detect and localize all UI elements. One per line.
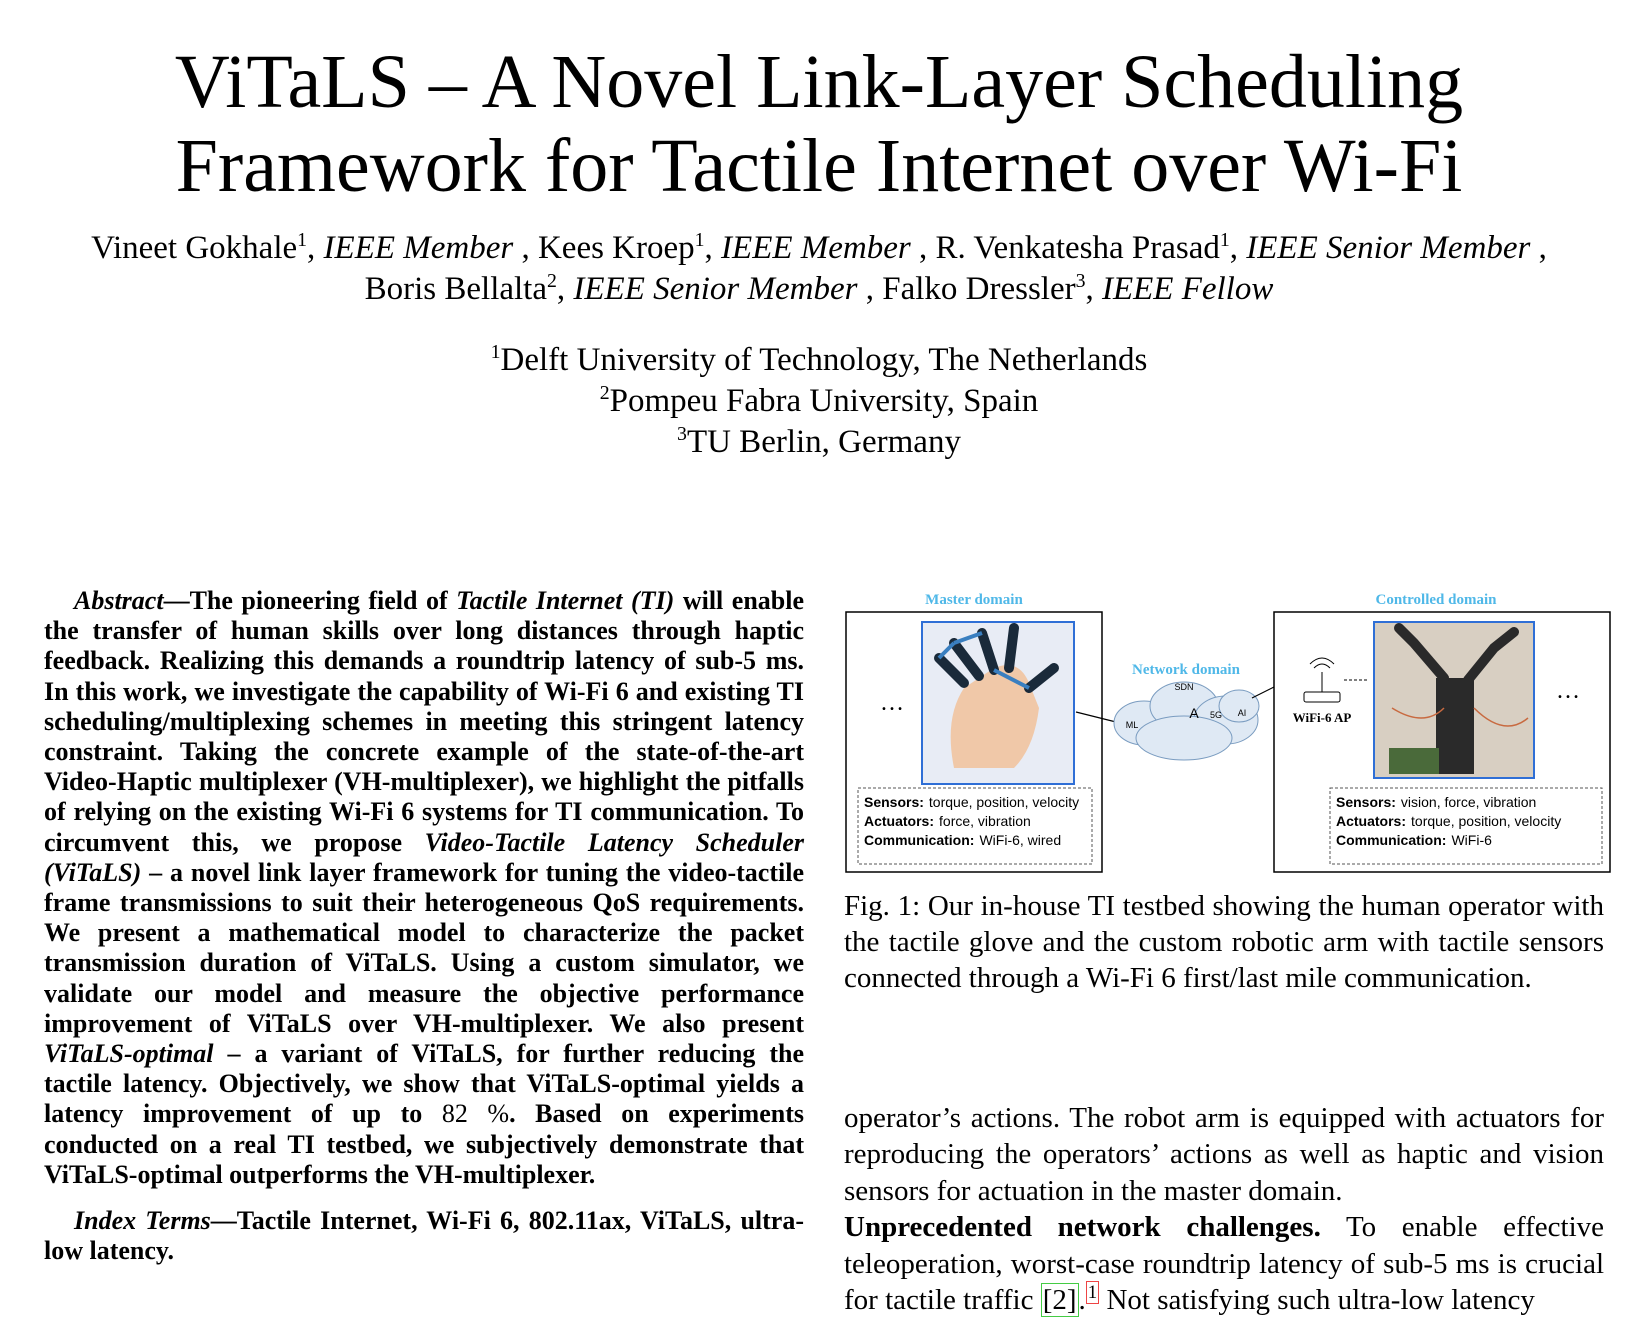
abstract-paragraph: Abstract—The pioneering field of Tactile Internet (TI) will enable the transfer of human skills over long distances through haptic feedback. Realizing this demands a roundtrip latency of sub-5 ms. In this work, we investigate the capability of Wi-Fi 6 and existing TI scheduling/multiplexing schemes in meeting this stringent latency constraint. Taking the concrete example of the state-of-the-art Video-Haptic multiplexer (VH-multiplexer), we highlight the pitfalls of relying on the existing Wi-Fi 6 systems for TI communication. To circumvent this, we propose Video-Tactile Latency Scheduler (ViTaLS) – a novel link layer framework for tuning the video-tactile frame transmissions to suit their heterogeneous QoS requirements. We present a mathematical model to characterize the packet transmission duration of ViTaLS. Using a custom simulator, we validate our model and measure the objective performance improvement of ViTaLS over VH-multiplexer. We also present ViTaLS-optimal – a variant of ViTaLS, for further reducing the tactile latency. Objectively, we show that ViTaLS-optimal yields a latency improvement of up to 82 %. Based on experiments conducted on a real TI testbed, we subjectively demonstrate that ViTaLS-optimal outperforms the VH-multiplexer. — [44, 586, 804, 1189]
author-role: IEEE Member — [721, 230, 911, 266]
cloud-tag-ml: ML — [1125, 720, 1139, 730]
affiliation-list — [0, 340, 1638, 463]
author-name: Falko Dressler — [882, 271, 1076, 307]
ellipsis-right: … — [1556, 678, 1580, 704]
author-role: IEEE Senior Member — [1246, 230, 1531, 266]
section-heading: Unprecedented network challenges. — [844, 1211, 1321, 1244]
citation-link[interactable]: [2] — [1042, 1284, 1077, 1317]
author-role: IEEE Member — [323, 230, 514, 266]
abstract-label: Abstract — [74, 586, 164, 615]
author-name: Kees Kroep — [537, 230, 695, 266]
ellipsis-left: … — [880, 690, 904, 716]
vitals-name: Video-Tactile Latency Scheduler (ViTaLS) — [44, 827, 804, 887]
master-sensors: Sensors: torque, position, velocity — [864, 794, 1080, 810]
figure-caption: Fig. 1: Our in-house TI testbed showing the human operator with the tactile glove and the custom robotic arm with tactile sensors connected through a Wi-Fi 6 first/last mile communication. — [844, 890, 1604, 994]
affiliation: $^3$TU Berlin, Germany — [677, 423, 961, 460]
cloud-tag-a: A — [1189, 705, 1199, 721]
author-name: Vineet Gokhale — [91, 230, 298, 266]
title-line-2: Framework for Tactile Internet over Wi-Fi — [175, 124, 1463, 208]
author-role: IEEE Fellow — [1102, 271, 1274, 307]
body-column — [844, 1100, 1604, 1318]
cloud-tag-sdn: SDN — [1174, 682, 1194, 692]
testbed-diagram — [844, 588, 1612, 876]
affiliation: $^1$Delft University of Technology, The Netherlands — [490, 341, 1148, 378]
wifi-ap-label: WiFi-6 AP — [1292, 710, 1352, 725]
cloud-tag-5g: 5G — [1209, 710, 1223, 720]
master-actuators: Actuators: force, vibration — [864, 813, 1031, 829]
index-terms: Index Terms—Tactile Internet, Wi-Fi 6, 802.11ax, ViTaLS, ultra-low latency. — [44, 1206, 804, 1266]
controlled-domain-label: Controlled domain — [1375, 592, 1497, 608]
title-line-1: ViTaLS – A Novel Link-Layer Scheduling — [174, 40, 1464, 124]
controlled-sensors: Sensors: vision, force, vibration — [1336, 794, 1537, 810]
author-list: Vineet Gokhale$^1$, IEEE Member , Kees Kroep$^1$, IEEE Member , R. Venkatesha Prasad$^1$, IEEE Senior Member , Boris Bellalta$^2$, IEEE Senior Member , Falko Dressler$^3$, IEEE Fellow — [91, 229, 1547, 307]
master-domain-label: Master domain — [925, 592, 1023, 608]
figure-1 — [844, 588, 1612, 876]
paper-title — [0, 40, 1638, 208]
author-name: R. Venkatesha Prasad — [935, 230, 1220, 266]
cloud-tag-ai: AI — [1237, 708, 1247, 718]
controlled-actuators: Actuators: torque, position, velocity — [1336, 813, 1562, 829]
footnote-link[interactable]: 1 — [1087, 1282, 1098, 1304]
author-role: IEEE Senior Member — [573, 271, 858, 307]
body-paragraph: operator’s actions. The robot arm is equipped with actuators for reproducing the operators’ actions as well as haptic and vision sensors for actuation in the master domain. — [844, 1102, 1604, 1207]
master-communication: Communication: WiFi-6, wired — [864, 832, 1062, 848]
affiliation: $^2$Pompeu Fabra University, Spain — [599, 382, 1039, 419]
body-paragraph: Unprecedented network challenges. To enable effective teleoperation, worst-case roundtrip latency of sub-5 ms is crucial for tactile traffic [2]. $^1$ Not satisfying such ultra-low latency — [844, 1211, 1605, 1317]
abstract-section — [44, 586, 804, 1266]
network-domain-label: Network domain — [1132, 662, 1240, 678]
controlled-communication: Communication: WiFi-6 — [1336, 832, 1492, 848]
author-name: Boris Bellalta — [364, 271, 547, 307]
